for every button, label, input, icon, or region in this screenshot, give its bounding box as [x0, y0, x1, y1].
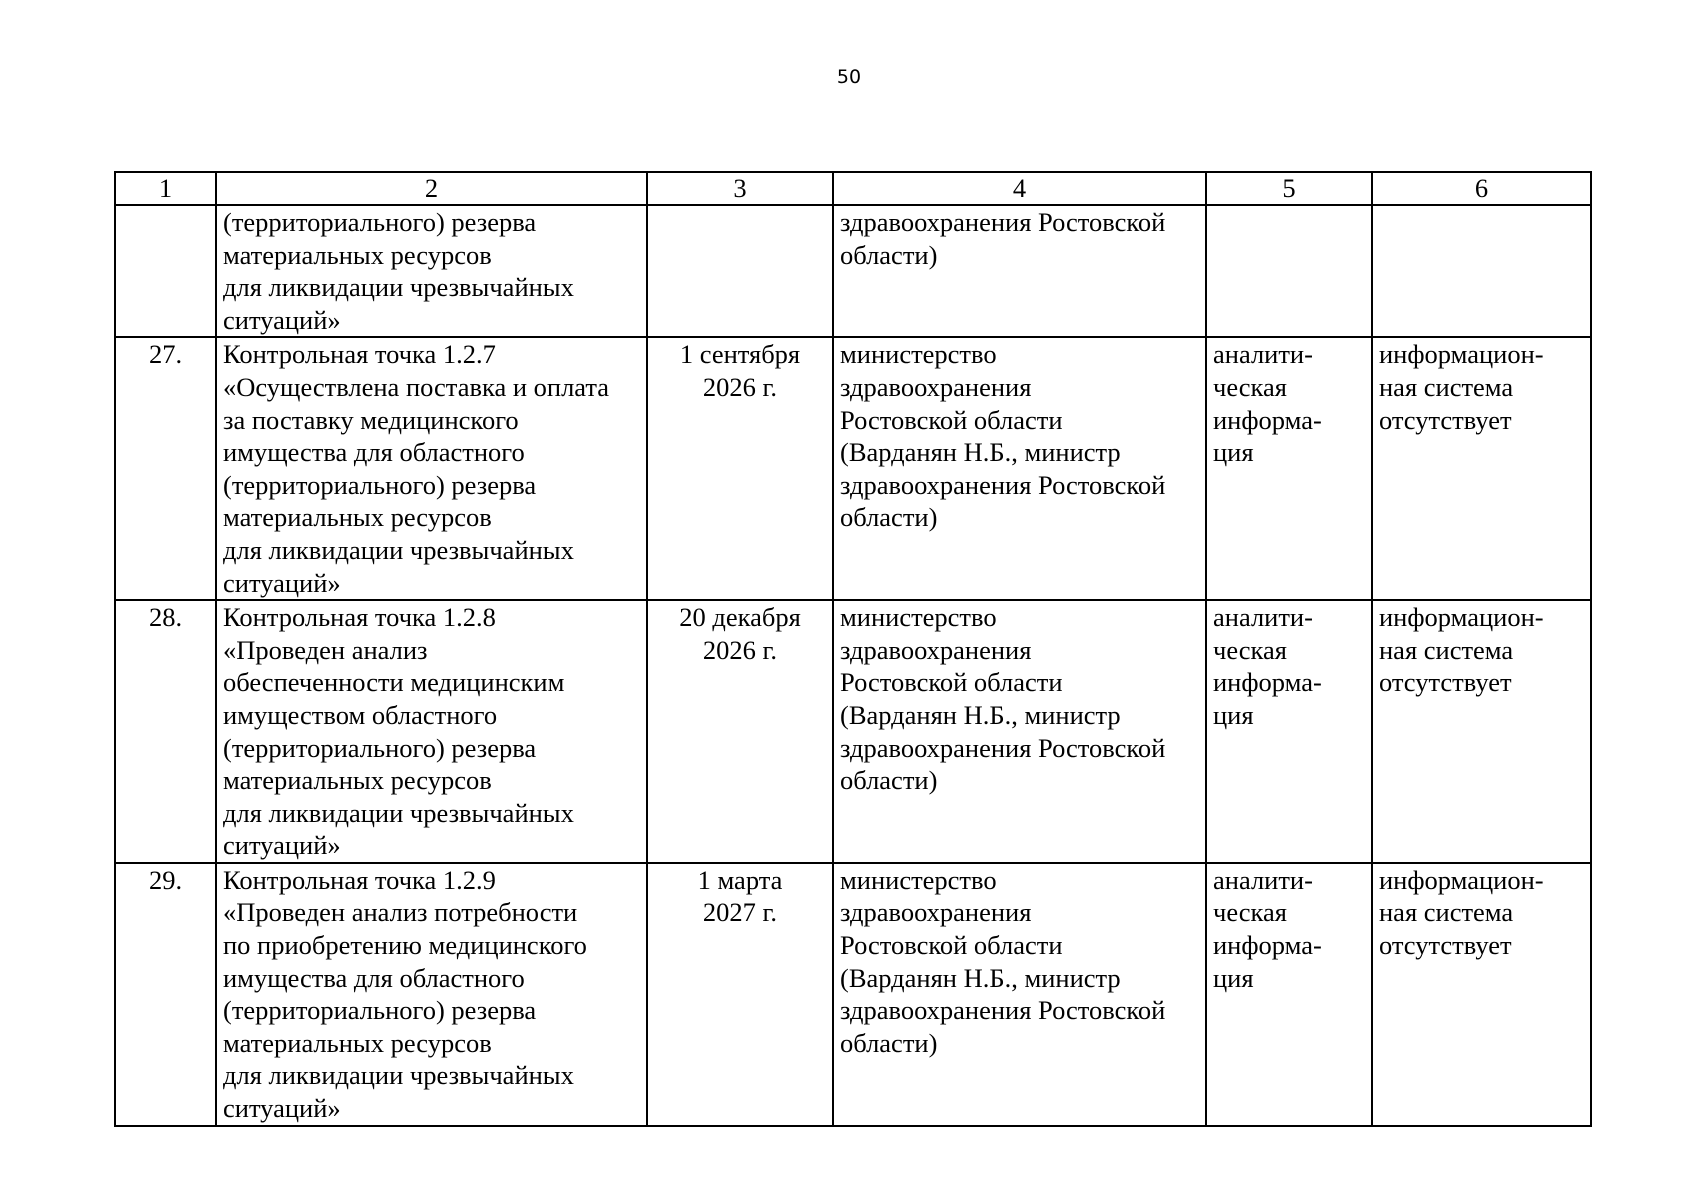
cell-text-line: (Варданян Н.Б., министр — [840, 437, 1121, 468]
column-number-row — [115, 172, 1591, 205]
column-number-header: 5 — [1206, 172, 1372, 205]
cell-text-line: 1 марта — [697, 864, 783, 895]
cell-text-line: материальных ресурсов — [223, 1027, 492, 1058]
row-number-cell — [115, 205, 216, 337]
cell-text-line: информа- — [1213, 404, 1322, 435]
cell-text-line: здравоохранения Ростовской — [840, 732, 1166, 763]
cell-text-line: здравоохранения — [840, 897, 1032, 928]
document-type-cell — [1206, 205, 1372, 337]
document-type-cell — [1206, 863, 1372, 1126]
row-number-cell: 29. — [115, 863, 216, 1126]
cell-text-line: информа- — [1213, 930, 1322, 961]
cell-text-line: (территориального) резерва — [223, 469, 537, 500]
cell-text-line: ческая — [1213, 897, 1287, 928]
cell-text-line: обеспеченности медицинским — [223, 667, 565, 698]
cell-text-line: здравоохранения — [840, 371, 1032, 402]
cell-text-line: (Варданян Н.Б., министр — [840, 699, 1121, 730]
responsible-executor-cell — [833, 205, 1206, 337]
cell-text-line: 1 сентября — [679, 339, 801, 370]
control-points-table — [114, 171, 1592, 1127]
cell-text-line: информацион- — [1379, 864, 1544, 895]
cell-text-line: министерство — [840, 602, 997, 633]
cell-text-line: ная система — [1379, 634, 1514, 665]
table-row-continuation — [115, 205, 1591, 337]
cell-text-line: здравоохранения Ростовской — [840, 469, 1166, 500]
column-number-header: 6 — [1372, 172, 1591, 205]
cell-text-line: (территориального) резерва — [223, 732, 537, 763]
cell-text-line: материальных ресурсов — [223, 502, 492, 533]
cell-text-line: области) — [840, 765, 938, 796]
control-point-name-cell — [216, 600, 647, 863]
cell-text-line: материальных ресурсов — [223, 765, 492, 796]
cell-text-line: ция — [1213, 962, 1254, 993]
cell-text-line: для ликвидации чрезвычайных — [223, 534, 574, 565]
cell-text-line: Контрольная точка 1.2.7 — [223, 339, 496, 370]
cell-text-line: ситуаций» — [223, 567, 341, 598]
cell-text-line: области) — [840, 1027, 938, 1058]
cell-text-line: ная система — [1379, 897, 1514, 928]
cell-text-line: за поставку медицинского — [223, 404, 519, 435]
cell-text-line: для ликвидации чрезвычайных — [223, 797, 574, 828]
cell-text-line: ческая — [1213, 634, 1287, 665]
responsible-executor-cell — [833, 863, 1206, 1126]
cell-text-line: Контрольная точка 1.2.9 — [223, 864, 496, 895]
cell-text-line: ция — [1213, 699, 1254, 730]
information-system-cell — [1372, 863, 1591, 1126]
row-number-cell: 27. — [115, 337, 216, 600]
cell-text-line: информацион- — [1379, 339, 1544, 370]
cell-text-line: (Варданян Н.Б., министр — [840, 962, 1121, 993]
column-number-header: 2 — [216, 172, 647, 205]
cell-text-line: информа- — [1213, 667, 1322, 698]
cell-text-line: ная система — [1379, 371, 1514, 402]
document-type-cell — [1206, 600, 1372, 863]
cell-text-line: ситуаций» — [223, 1093, 341, 1124]
cell-text-line: ция — [1213, 437, 1254, 468]
cell-text-line: ситуаций» — [223, 830, 341, 861]
cell-text-line: для ликвидации чрезвычайных — [223, 1060, 574, 1091]
deadline-date-cell — [647, 205, 833, 337]
page-number: 50 — [836, 66, 862, 88]
responsible-executor-cell — [833, 337, 1206, 600]
control-point-name-cell — [216, 205, 647, 337]
cell-text-line: здравоохранения Ростовской — [840, 207, 1166, 237]
cell-text-line: 20 декабря — [679, 602, 801, 633]
cell-text-line: ческая — [1213, 371, 1287, 402]
table-row — [115, 600, 1591, 863]
cell-text-line: 2026 г. — [702, 371, 778, 402]
column-number-header: 1 — [115, 172, 216, 205]
cell-text-line: аналити- — [1213, 864, 1313, 895]
cell-text-line: «Осуществлена поставка и оплата — [223, 371, 610, 402]
information-system-cell — [1372, 600, 1591, 863]
cell-text-line: «Проведен анализ — [223, 634, 428, 665]
deadline-date-cell — [647, 600, 833, 863]
cell-text-line: ситуаций» — [223, 304, 341, 335]
cell-text-line: аналити- — [1213, 339, 1313, 370]
table-row — [115, 863, 1591, 1126]
cell-text-line: министерство — [840, 864, 997, 895]
control-point-name-cell — [216, 337, 647, 600]
column-number-header: 3 — [647, 172, 833, 205]
control-point-name-cell — [216, 863, 647, 1126]
cell-text-line: информацион- — [1379, 602, 1544, 633]
cell-text-line: Ростовской области — [840, 930, 1063, 961]
cell-text-line: здравоохранения — [840, 634, 1032, 665]
cell-text-line: по приобретению медицинского — [223, 930, 587, 961]
cell-text-line: области) — [840, 502, 938, 533]
cell-text-line: отсутствует — [1379, 667, 1512, 698]
cell-text-line: (территориального) резерва — [223, 207, 537, 237]
row-number-cell: 28. — [115, 600, 216, 863]
cell-text-line: аналити- — [1213, 602, 1313, 633]
cell-text-line: Ростовской области — [840, 667, 1063, 698]
cell-text-line: Ростовской области — [840, 404, 1063, 435]
document-type-cell — [1206, 337, 1372, 600]
cell-text-line: имуществом областного — [223, 699, 498, 730]
cell-text-line: имущества для областного — [223, 962, 525, 993]
cell-text-line: здравоохранения Ростовской — [840, 995, 1166, 1026]
cell-text-line: отсутствует — [1379, 930, 1512, 961]
cell-text-line: 2027 г. — [702, 897, 778, 928]
deadline-date-cell — [647, 863, 833, 1126]
cell-text-line: «Проведен анализ потребности — [223, 897, 578, 928]
cell-text-line: имущества для областного — [223, 437, 525, 468]
column-number-header: 4 — [833, 172, 1206, 205]
cell-text-line: Контрольная точка 1.2.8 — [223, 602, 496, 633]
cell-text-line: 2026 г. — [702, 634, 778, 665]
responsible-executor-cell — [833, 600, 1206, 863]
cell-text-line: (территориального) резерва — [223, 995, 537, 1026]
table-row — [115, 337, 1591, 600]
cell-text-line: министерство — [840, 339, 997, 370]
information-system-cell — [1372, 337, 1591, 600]
deadline-date-cell — [647, 337, 833, 600]
cell-text-line: материальных ресурсов — [223, 239, 492, 270]
cell-text-line: области) — [840, 239, 938, 270]
cell-text-line: для ликвидации чрезвычайных — [223, 272, 574, 303]
cell-text-line: отсутствует — [1379, 404, 1512, 435]
information-system-cell — [1372, 205, 1591, 337]
